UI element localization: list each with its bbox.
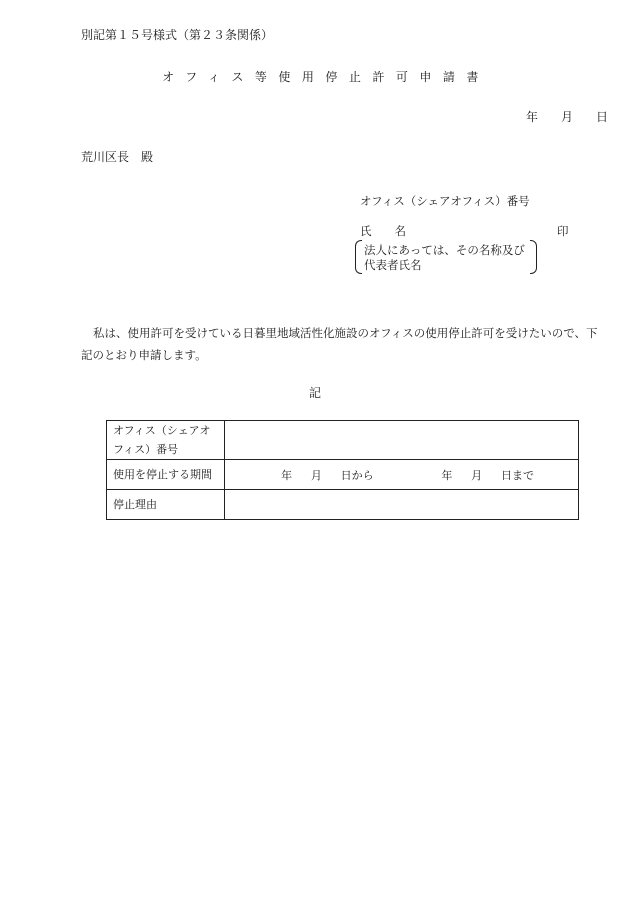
from-day: 日から — [340, 468, 374, 482]
table-row — [107, 460, 579, 490]
date-month: 月 — [561, 110, 574, 124]
reason-field[interactable] — [225, 490, 579, 520]
from-month: 月 — [310, 468, 322, 482]
from-year: 年 — [281, 468, 292, 482]
period-header: 使用を停止する期間 — [107, 460, 225, 490]
right-bracket — [530, 240, 537, 274]
addressee: 荒川区長 殿 — [81, 150, 154, 164]
office-number-field[interactable] — [225, 421, 579, 460]
left-bracket — [355, 240, 362, 274]
application-table — [106, 420, 579, 520]
to-month: 月 — [471, 468, 483, 482]
table-row — [107, 490, 579, 520]
seal-mark: 印 — [557, 224, 569, 238]
reason-header: 停止理由 — [107, 490, 225, 520]
office-number-header: オフィス（シェアオフィス）番号 — [107, 421, 225, 460]
date-year: 年 — [526, 110, 539, 124]
ki-heading: 記 — [308, 386, 321, 400]
form-number: 別記第１５号様式（第２３条関係） — [81, 28, 274, 42]
document-title: オフィス等使用停止許可申請書 — [162, 70, 490, 84]
to-year: 年 — [441, 468, 453, 482]
application-statement: 私は、使用許可を受けている日暮里地域活性化施設のオフィスの使用停止許可を受けたいので、下記のとおり申請します。 — [81, 326, 598, 362]
corporate-note-line2: 代表者氏名 — [364, 258, 422, 272]
to-day: 日まで — [500, 468, 534, 482]
date-day: 日 — [596, 110, 609, 124]
table-row — [107, 421, 579, 460]
corporate-note-line1: 法人にあっては、その名称及び — [364, 243, 525, 257]
period-field[interactable] — [225, 460, 579, 490]
corporate-note — [355, 240, 537, 274]
applicant-name-label: 氏 名 — [360, 224, 406, 238]
applicant-office-number-label: オフィス（シェアオフィス）番号 — [360, 194, 530, 208]
